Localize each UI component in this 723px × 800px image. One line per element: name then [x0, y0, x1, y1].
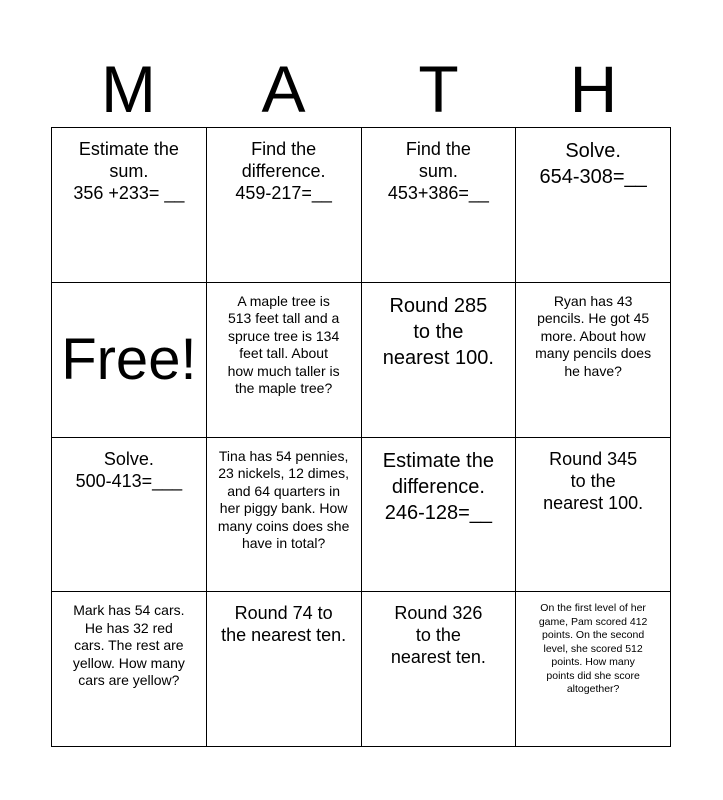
bingo-cell-r4c4 [516, 592, 671, 747]
cell-text: On the first level of her game, Pam scored 412 points. On the second level, she scored 512 points. How many points did she score altogether? [538, 602, 648, 696]
cell-text: Tina has 54 pennies, 23 nickels, 12 dimes, and 64 quarters in her piggy bank. How many coins does she have in total? [217, 447, 350, 551]
cell-text: Solve. 654-308=__ [539, 140, 647, 188]
cell-text: Mark has 54 cars. He has 32 red cars. The rest are yellow. How many cars are yellow? [72, 602, 185, 689]
header-letter-h: H [569, 52, 618, 126]
header-letter-t: T [418, 52, 459, 126]
bingo-cell-r3c3 [362, 438, 517, 593]
free-space-text: Free! [61, 326, 197, 392]
cell-text: Round 285 to the nearest 100. [382, 294, 494, 369]
bingo-cell-r4c2 [207, 592, 362, 747]
cell-text: Find the difference. 459-217=__ [235, 139, 332, 203]
bingo-cell-r2c4 [516, 283, 671, 438]
bingo-cell-free [52, 283, 207, 438]
cell-text: Round 74 to the nearest ten. [221, 603, 347, 646]
bingo-cell-r1c1 [52, 128, 207, 283]
cell-text: Round 345 to the nearest 100. [543, 448, 644, 513]
bingo-cell-r1c3 [362, 128, 517, 283]
cell-text: Estimate the sum. 356 +233= __ [73, 139, 185, 203]
bingo-cell-r2c3 [362, 283, 517, 438]
cell-text: Find the sum. 453+386=__ [387, 139, 489, 203]
bingo-cell-r2c2 [207, 283, 362, 438]
bingo-cell-r4c1 [52, 592, 207, 747]
bingo-cell-r3c2 [207, 438, 362, 593]
cell-text: A maple tree is 513 feet tall and a spruce tree is 134 feet tall. About how much taller is the maple tree? [227, 292, 340, 397]
bingo-board [51, 127, 671, 747]
bingo-cell-r1c4 [516, 128, 671, 283]
cell-text: Solve. 500-413=___ [75, 448, 183, 491]
cell-text: Ryan has 43 pencils. He got 45 more. About how many pencils does he have? [535, 292, 652, 379]
cell-text: Estimate the difference. 246-128=__ [382, 449, 494, 524]
bingo-header [51, 52, 671, 126]
bingo-cell-r4c3 [362, 592, 517, 747]
bingo-cell-r3c4 [516, 438, 671, 593]
header-letter-a: A [261, 52, 306, 126]
header-letter-m: M [101, 52, 156, 126]
bingo-cell-r3c1 [52, 438, 207, 593]
bingo-cell-r1c2 [207, 128, 362, 283]
cell-text: Round 326 to the nearest ten. [390, 603, 486, 668]
